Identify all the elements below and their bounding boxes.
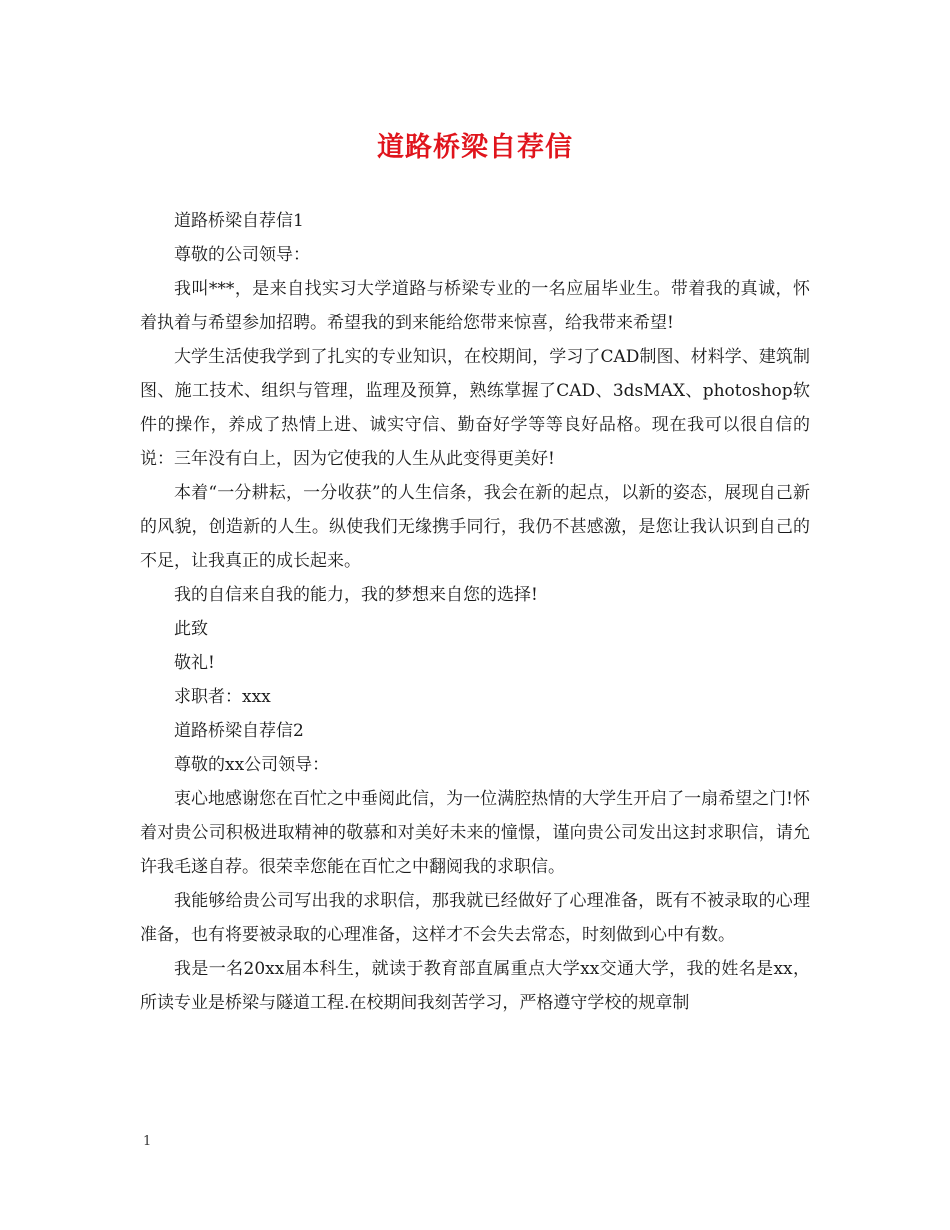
body-paragraph: 我的自信来自我的能力，我的梦想来自您的选择!	[174, 585, 538, 605]
document-title: 道路桥梁自荐信	[377, 132, 573, 163]
body-paragraph: 本着“一分耕耘，一分收获”的人生信条，我会在新的起点，以新的姿态，展现自己新的风貌，创造新的人生。纵使我们无缘携手同行，我仍不甚感激，是您让我认识到自己的不足，让我真正的成长起来。	[140, 483, 810, 571]
closing-line: 敬礼!	[174, 653, 215, 673]
section-heading-2: 道路桥梁自荐信2	[174, 721, 304, 741]
page-number: 1	[143, 1134, 152, 1149]
section-heading-1: 道路桥梁自荐信1	[174, 211, 304, 231]
body-paragraph: 我叫***，是来自找实习大学道路与桥梁专业的一名应届毕业生。带着我的真诚，怀着执着与希望参加招聘。希望我的到来能给您带来惊喜，给我带来希望!	[140, 279, 810, 333]
document-body	[140, 204, 810, 1020]
body-paragraph: 我能够给贵公司写出我的求职信，那我就已经做好了心理准备，既有不被录取的心理准备，也有将要被录取的心理准备，这样才不会失去常态，时刻做到心中有数。	[140, 891, 810, 945]
body-paragraph: 我是一名20xx届本科生，就读于教育部直属重点大学xx交通大学，我的姓名是xx，所读专业是桥梁与隧道工程.在校期间我刻苦学习，严格遵守学校的规章制	[140, 959, 810, 1013]
salutation-1: 尊敬的公司领导：	[174, 245, 310, 265]
salutation-2: 尊敬的xx公司领导：	[174, 755, 330, 775]
body-paragraph: 大学生活使我学到了扎实的专业知识，在校期间，学习了CAD制图、材料学、建筑制图、施工技术、组织与管理，监理及预算，熟练掌握了CAD、3dsMAX、photoshop软件的操作，养成了热情上进、诚实守信、勤奋好学等等良好品格。现在我可以很自信的说：三年没有白上，因为它使我的人生从此变得更美好!	[140, 347, 810, 469]
closing-line: 此致	[174, 619, 208, 639]
body-paragraph: 衷心地感谢您在百忙之中垂阅此信，为一位满腔热情的大学生开启了一扇希望之门!怀着对贵公司积极进取精神的敬慕和对美好未来的憧憬，谨向贵公司发出这封求职信，请允许我毛遂自荐。很荣幸您能在百忙之中翻阅我的求职信。	[140, 789, 810, 877]
signature-line: 求职者：xxx	[174, 687, 271, 707]
